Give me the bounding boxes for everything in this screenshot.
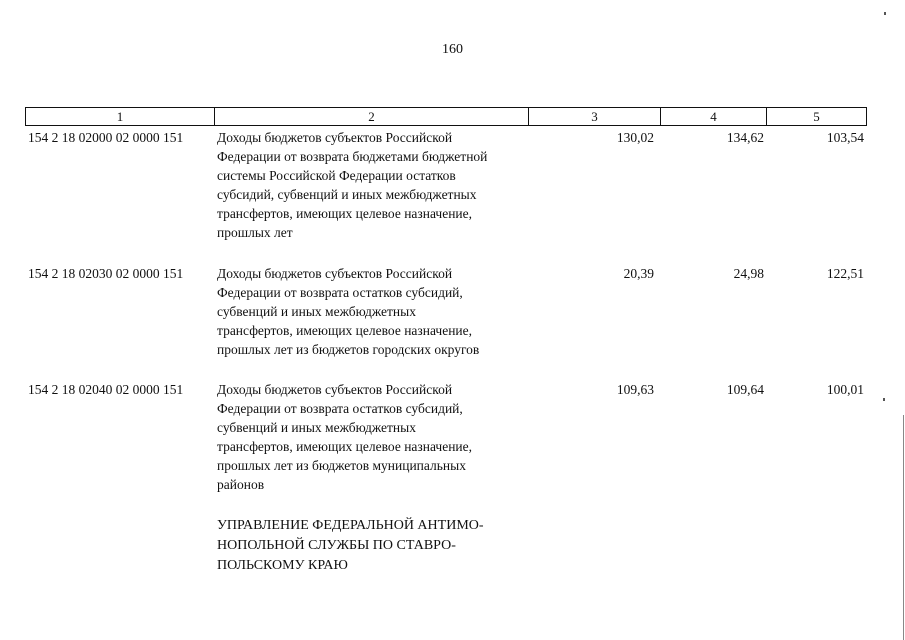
row-code: 154 2 18 02040 02 0000 151 — [28, 382, 184, 397]
row-value-col4: 109,64 — [726, 382, 764, 397]
description-line: субсидий, субвенций и иных межбюджетных — [217, 187, 477, 202]
description-line: Доходы бюджетов субъектов Российской — [217, 130, 453, 145]
description-line: прошлых лет из бюджетов городских округов — [217, 342, 480, 357]
description-line: трансфертов, имеющих целевое назначение, — [217, 206, 473, 221]
description-line: Федерации от возврата бюджетами бюджетной — [217, 149, 488, 164]
page-number: 160 — [442, 42, 463, 57]
description-line: системы Российской Федерации остатков — [217, 168, 456, 183]
table-header — [25, 107, 867, 126]
description-line: Федерации от возврата остатков субсидий, — [217, 285, 463, 300]
row-value-col3: 20,39 — [623, 266, 654, 281]
row-description — [217, 380, 537, 494]
header-col-4: 4 — [660, 108, 766, 125]
scan-edge-line — [903, 415, 904, 640]
row-value-col3: 130,02 — [616, 130, 654, 145]
description-line: районов — [217, 477, 265, 492]
description-line: Доходы бюджетов субъектов Российской — [217, 382, 453, 397]
description-line: Федерации от возврата остатков субсидий, — [217, 401, 463, 416]
header-col-1: 1 — [116, 109, 124, 124]
description-line: Доходы бюджетов субъектов Российской — [217, 266, 453, 281]
description-line: прошлых лет — [217, 225, 293, 240]
row-value-col4: 134,62 — [726, 130, 764, 145]
agency-heading-line: ПОЛЬСКОМУ КРАЮ — [217, 558, 348, 573]
row-value-col4: 24,98 — [733, 266, 764, 281]
agency-heading — [217, 516, 484, 576]
description-line: трансфертов, имеющих целевое назначение, — [217, 323, 473, 338]
description-line: субвенций и иных межбюджетных — [217, 304, 416, 319]
header-col-3: 3 — [528, 108, 660, 125]
agency-heading-line: УПРАВЛЕНИЕ ФЕДЕРАЛЬНОЙ АНТИМО- — [217, 518, 484, 533]
row-value-col5: 122,51 — [826, 266, 864, 281]
row-value-col3: 109,63 — [616, 382, 654, 397]
agency-heading-line: НОПОЛЬНОЙ СЛУЖБЫ ПО СТАВРО- — [217, 538, 456, 553]
scan-mark — [884, 12, 886, 15]
row-value-col5: 100,01 — [826, 382, 864, 397]
description-line: трансфертов, имеющих целевое назначение, — [217, 439, 473, 454]
description-line: прошлых лет из бюджетов муниципальных — [217, 458, 466, 473]
row-description — [217, 128, 537, 242]
row-value-col5: 103,54 — [826, 130, 864, 145]
row-code: 154 2 18 02000 02 0000 151 — [28, 130, 184, 145]
row-code: 154 2 18 02030 02 0000 151 — [28, 266, 184, 281]
description-line: субвенций и иных межбюджетных — [217, 420, 416, 435]
row-description — [217, 264, 537, 359]
scan-mark — [883, 398, 885, 401]
header-col-2: 2 — [214, 108, 528, 125]
header-col-5: 5 — [766, 108, 866, 125]
